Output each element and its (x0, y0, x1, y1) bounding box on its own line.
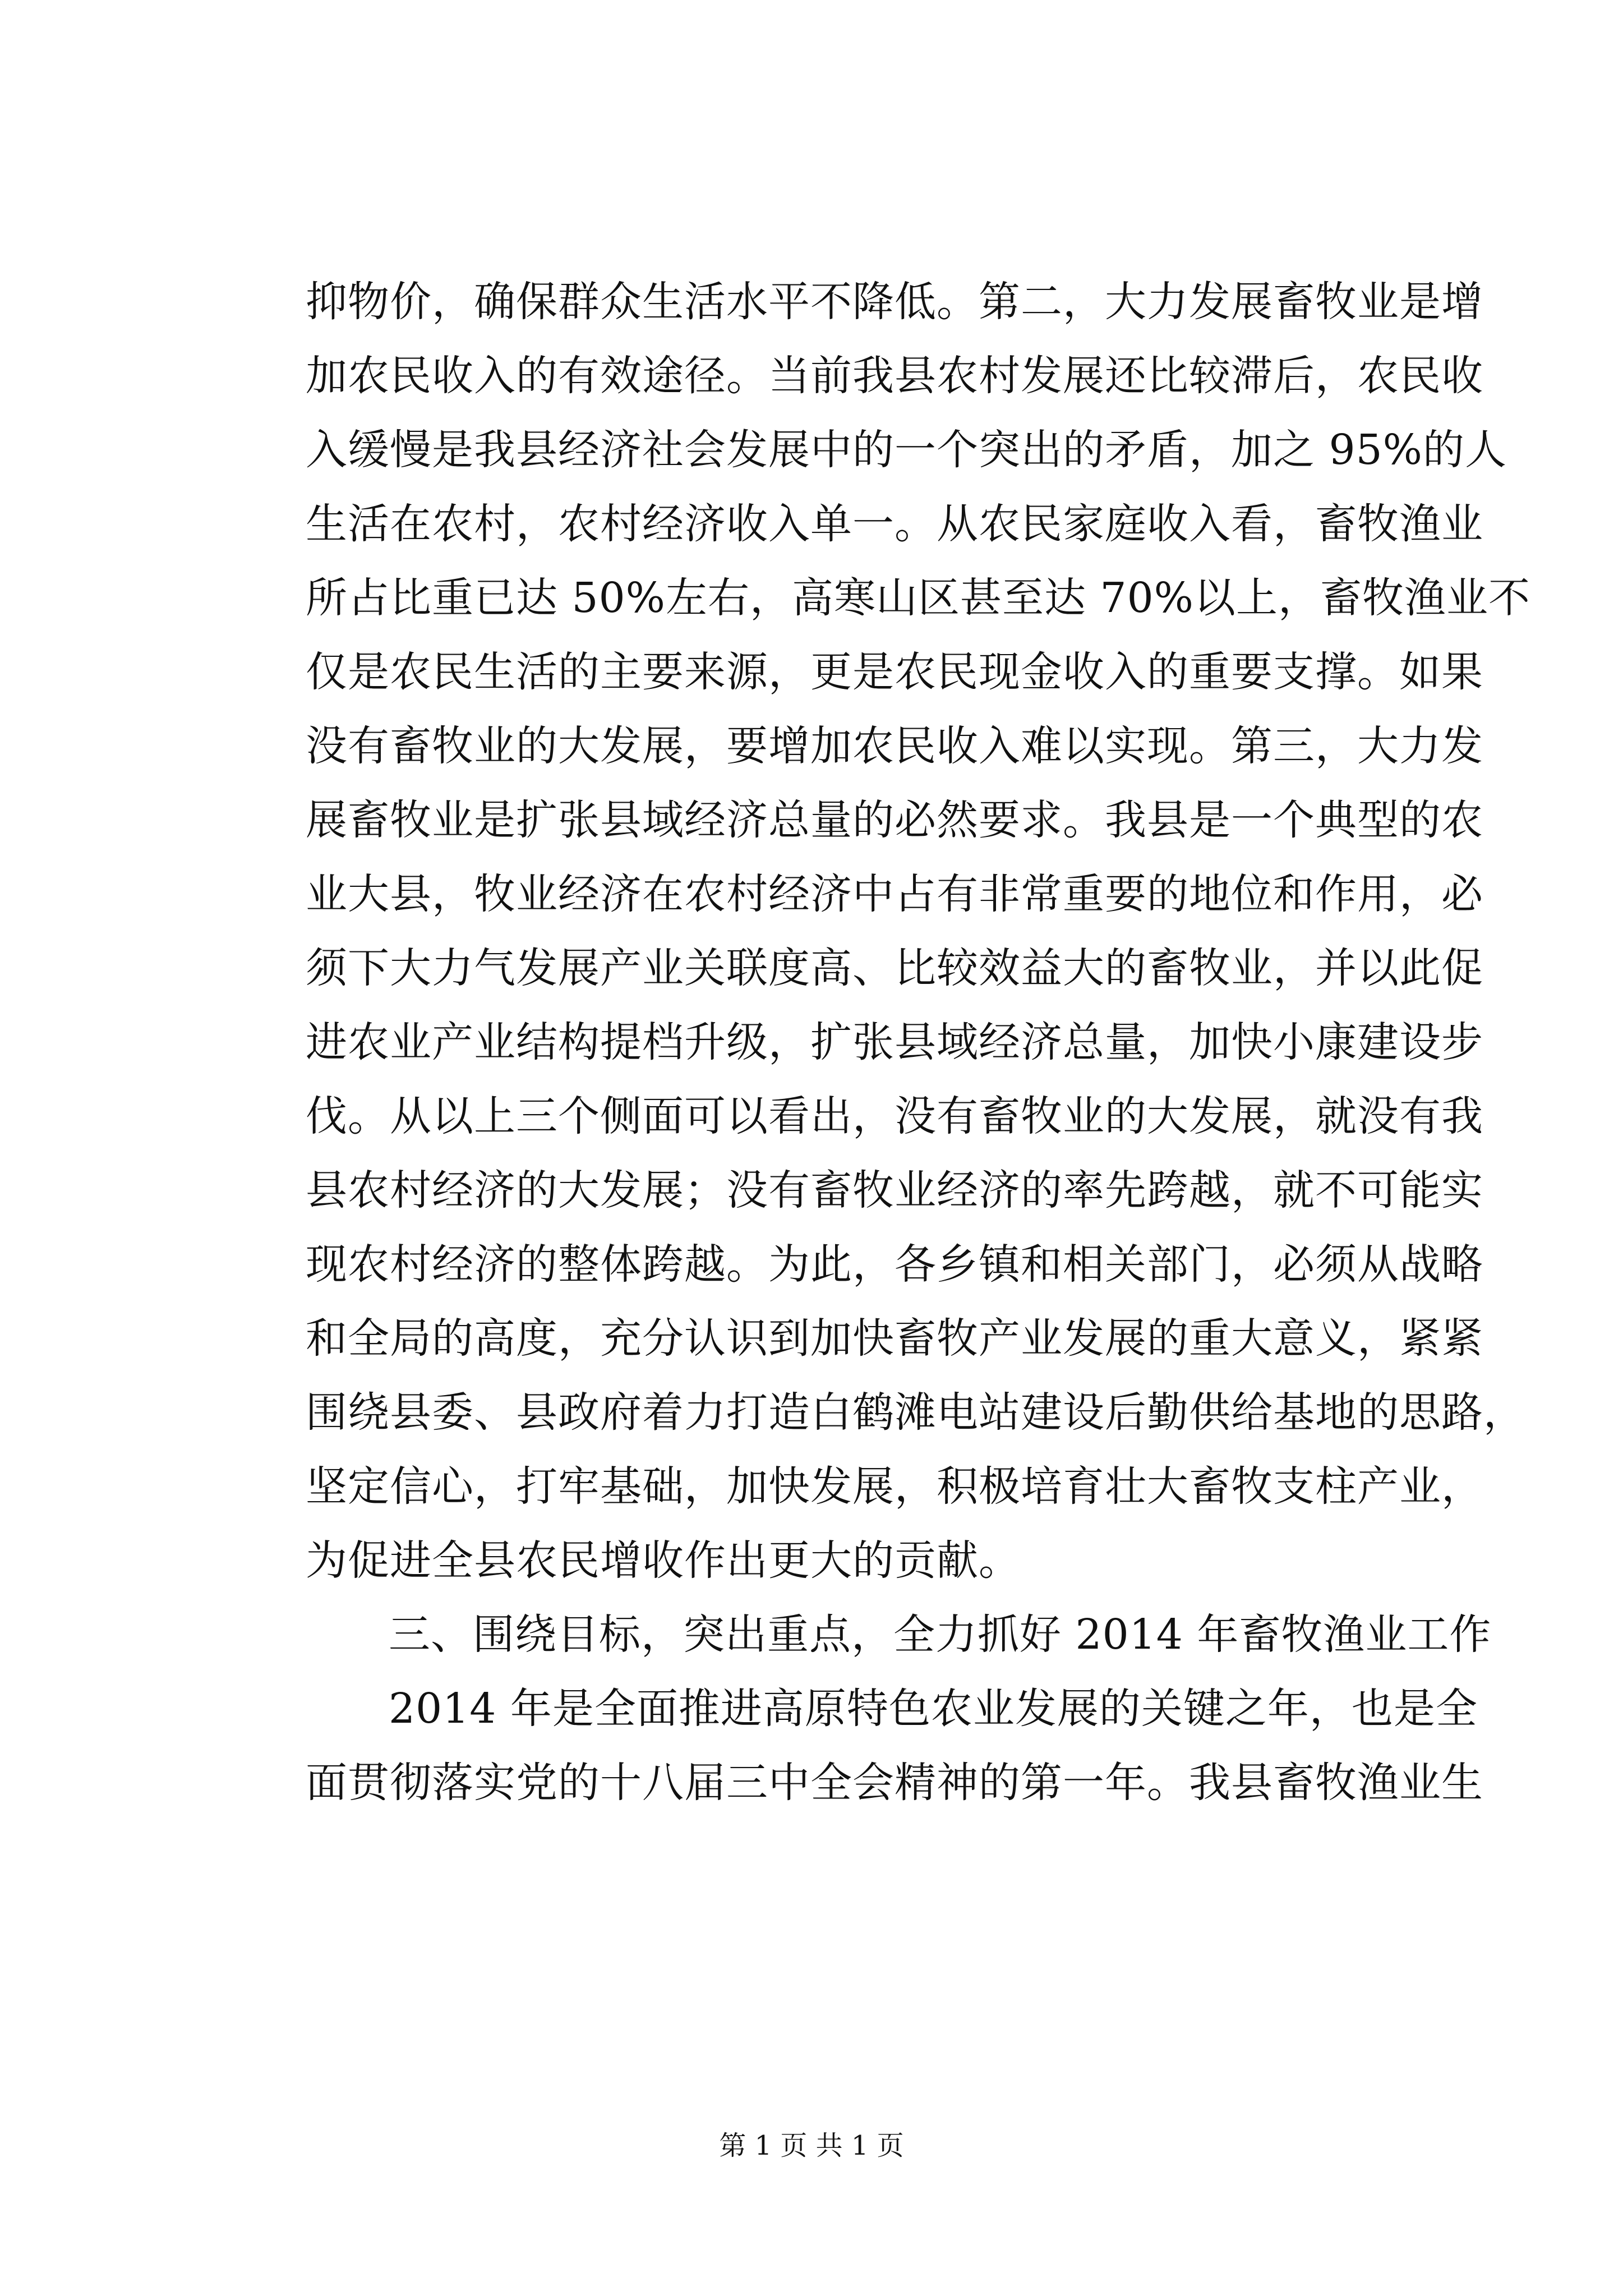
text-line-3: 入缓慢是我县经济社会发展中的一个突出的矛盾，加之 95%的人 (306, 426, 1507, 474)
text-line-12: 伐。从以上三个侧面可以看出，没有畜牧业的大发展，就没有我 (306, 1092, 1483, 1140)
text-line-15: 和全局的高度，充分认识到加快畜牧产业发展的重大意义，紧紧 (306, 1314, 1483, 1363)
text-line-18: 为促进全县农民增收作出更大的贡献。 (306, 1536, 1021, 1585)
text-line-11: 进农业产业结构提档升级，扩张县域经济总量，加快小康建设步 (306, 1018, 1483, 1066)
text-line-6: 仅是农民生活的主要来源，更是农民现金收入的重要支撑。如果 (306, 648, 1483, 696)
text-line-2: 加农民收入的有效途径。当前我县农村发展还比较滞后，农民收 (306, 352, 1483, 400)
text-line-9: 业大县，牧业经济在农村经济中占有非常重要的地位和作用，必 (306, 870, 1483, 918)
text-line-5: 所占比重已达 50%左右，高寒山区甚至达 70%以上，畜牧渔业不 (306, 574, 1530, 622)
text-line-7: 没有畜牧业的大发展，要增加农民收入难以实现。第三，大力发 (306, 722, 1483, 770)
text-line-4: 生活在农村，农村经济收入单一。从农民家庭收入看，畜牧渔业 (306, 500, 1483, 548)
text-line-13: 县农村经济的大发展；没有畜牧业经济的率先跨越，就不可能实 (306, 1166, 1483, 1214)
text-line-20: 2014 年是全面推进高原特色农业发展的关键之年，也是全 (389, 1685, 1478, 1733)
section-heading: 三、围绕目标，突出重点，全力抓好 2014 年畜牧渔业工作 (389, 1611, 1492, 1659)
page-footer: 第 1 页 共 1 页 (719, 2130, 904, 2161)
text-line-21: 面贯彻落实党的十八届三中全会精神的第一年。我县畜牧渔业生 (306, 1759, 1483, 1807)
text-line-10: 须下大力气发展产业关联度高、比较效益大的畜牧业，并以此促 (306, 944, 1483, 992)
text-line-1: 抑物价，确保群众生活水平不降低。第二，大力发展畜牧业是增 (306, 278, 1483, 326)
text-line-17: 坚定信心，打牢基础，加快发展，积极培育壮大畜牧支柱产业， (306, 1462, 1483, 1511)
text-line-16: 围绕县委、县政府着力打造白鹤滩电站建设后勤供给基地的思路， (306, 1388, 1525, 1437)
text-line-14: 现农村经济的整体跨越。为此，各乡镇和相关部门，必须从战略 (306, 1240, 1483, 1289)
text-line-8: 展畜牧业是扩张县域经济总量的必然要求。我县是一个典型的农 (306, 796, 1483, 844)
